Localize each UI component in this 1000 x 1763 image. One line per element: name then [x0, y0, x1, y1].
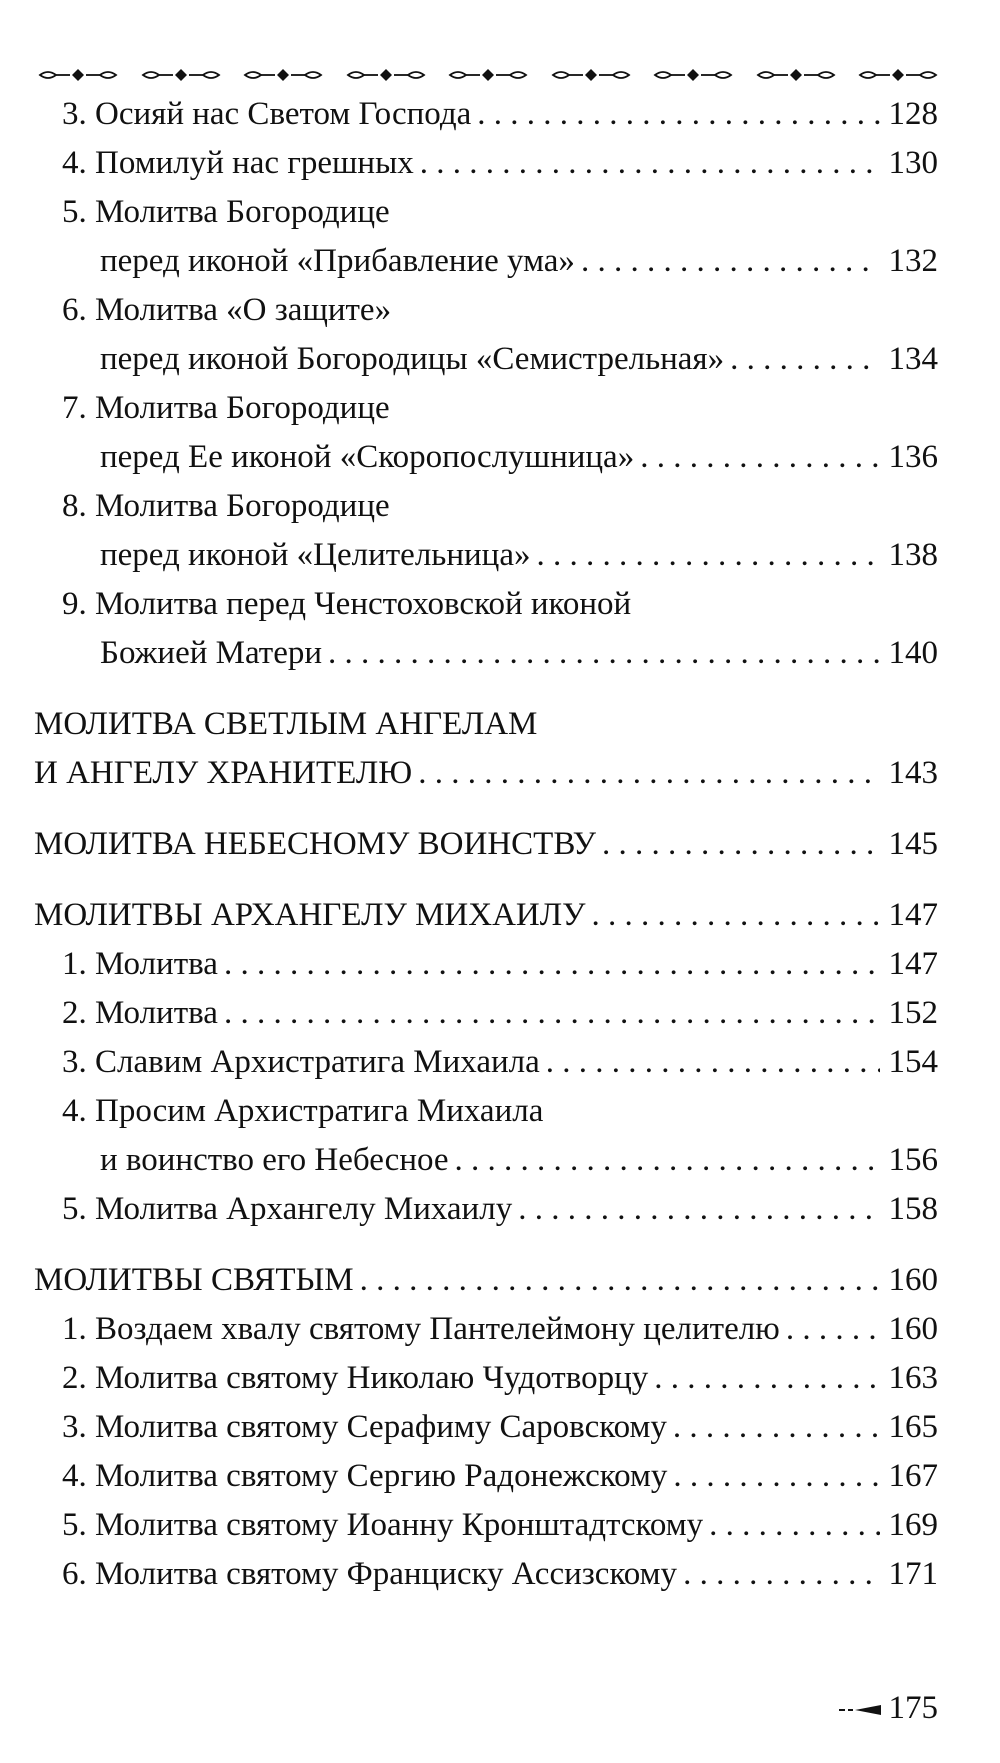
leader-dots — [536, 531, 880, 580]
toc-entry-page: 169 — [888, 1507, 938, 1543]
toc-entry-page: 138 — [888, 537, 938, 573]
toc-entry-page: 147 — [888, 946, 938, 982]
toc-entry-page: 156 — [888, 1142, 938, 1178]
toc-entry-page: 163 — [888, 1360, 938, 1396]
toc-entry[interactable] — [0, 286, 1000, 384]
toc-section-title: МОЛИТВА НЕБЕСНОМУ ВОИНСТВУ — [34, 826, 597, 862]
toc-entry-title: 5. Молитва Архангелу Михаилу — [62, 1191, 513, 1227]
toc-section-saints[interactable] — [0, 1256, 1000, 1305]
leader-dots — [455, 1136, 880, 1185]
toc-entry-title: 9. Молитва перед Ченстоховской иконой — [62, 586, 632, 622]
toc-entry-page: 140 — [888, 635, 938, 671]
toc-entry-subtitle: перед иконой Богородицы «Семистрельная» — [100, 341, 725, 377]
toc-entry-page: 160 — [888, 1311, 938, 1347]
toc-entry-page: 167 — [888, 1458, 938, 1494]
leader-dots — [224, 989, 880, 1038]
toc-entry[interactable] — [0, 1354, 1000, 1403]
toc-entry-page: 136 — [888, 439, 938, 475]
toc-section-title: МОЛИТВА СВЕТЛЫМ АНГЕЛАМ — [34, 706, 538, 742]
ornament-unit-icon — [551, 68, 631, 82]
ornament-divider-icon — [38, 62, 938, 88]
toc-entry-title: 1. Молитва — [62, 946, 218, 982]
toc-entry-title: 6. Молитва святому Франциску Ассизскому — [62, 1556, 678, 1592]
toc-entry-title: 7. Молитва Богородице — [62, 390, 390, 426]
toc-entry[interactable] — [0, 1403, 1000, 1452]
arrow-left-icon — [839, 1690, 883, 1727]
leader-dots — [328, 629, 880, 678]
toc-entry-page: 132 — [888, 243, 938, 279]
toc-entry-page: 158 — [888, 1191, 938, 1227]
leader-dots — [581, 237, 880, 286]
toc-entry-subtitle: и воинство его Небесное — [100, 1142, 449, 1178]
toc-entry-title: 6. Молитва «О защите» — [62, 292, 392, 328]
toc-section-angels[interactable] — [0, 700, 1000, 798]
leader-dots — [592, 891, 881, 940]
leader-dots — [673, 1403, 880, 1452]
toc-entry-title: 2. Молитва — [62, 995, 218, 1031]
leader-dots — [477, 90, 880, 139]
toc-entry-page: 154 — [888, 1044, 938, 1080]
ornament-unit-icon — [346, 68, 426, 82]
leader-dots — [673, 1452, 880, 1501]
toc-entry[interactable] — [0, 139, 1000, 188]
toc-entry-title: 4. Молитва святому Сергию Радонежскому — [62, 1458, 668, 1494]
ornament-unit-icon — [653, 68, 733, 82]
leader-dots — [730, 335, 880, 384]
toc-entry-page: 130 — [888, 145, 938, 181]
toc-section-subtitle: И АНГЕЛУ ХРАНИТЕЛЮ — [34, 755, 413, 791]
toc-entry[interactable] — [0, 1185, 1000, 1234]
ornament-unit-icon — [141, 68, 221, 82]
leader-dots — [709, 1501, 880, 1550]
leader-dots — [518, 1185, 880, 1234]
toc-entry-subtitle: Божией Матери — [100, 635, 323, 671]
toc-entry-title: 5. Молитва святому Иоанну Кронштадтскому — [62, 1507, 704, 1543]
toc-entry-title: 4. Помилуй нас грешных — [62, 145, 414, 181]
leader-dots — [224, 940, 880, 989]
toc-entry-title: 3. Молитва святому Серафиму Саровскому — [62, 1409, 667, 1445]
ornament-unit-icon — [243, 68, 323, 82]
ornament-unit-icon — [448, 68, 528, 82]
toc-entry-subtitle: перед иконой «Прибавление ума» — [100, 243, 575, 279]
leader-dots — [654, 1354, 880, 1403]
toc-section-title: МОЛИТВЫ СВЯТЫМ — [34, 1262, 354, 1298]
toc-entry-subtitle: перед Ее иконой «Скоропослушница» — [100, 439, 635, 475]
toc-entry[interactable] — [0, 1452, 1000, 1501]
table-of-contents — [0, 90, 1000, 1599]
page-number: 175 — [888, 1690, 938, 1726]
toc-entry[interactable] — [0, 1550, 1000, 1599]
toc-entry[interactable] — [0, 482, 1000, 580]
toc-entry-title: 3. Осияй нас Светом Господа — [62, 96, 472, 132]
leader-dots — [786, 1305, 880, 1354]
toc-section-host[interactable] — [0, 820, 1000, 869]
toc-entry[interactable] — [0, 1501, 1000, 1550]
toc-entry-page: 134 — [888, 341, 938, 377]
toc-entry[interactable] — [0, 384, 1000, 482]
toc-entry-page: 152 — [888, 995, 938, 1031]
ornament-unit-icon — [38, 68, 118, 82]
toc-entry[interactable] — [0, 580, 1000, 678]
toc-entry-page: 171 — [888, 1556, 938, 1592]
toc-section-page: 143 — [888, 755, 938, 791]
leader-dots — [418, 749, 880, 798]
toc-entry-title: 8. Молитва Богородице — [62, 488, 390, 524]
toc-entry[interactable] — [0, 188, 1000, 286]
leader-dots — [683, 1550, 880, 1599]
toc-entry-subtitle: перед иконой «Целительница» — [100, 537, 531, 573]
toc-section-page: 147 — [888, 897, 938, 933]
toc-section-page: 160 — [888, 1262, 938, 1298]
toc-section-michael[interactable] — [0, 891, 1000, 940]
toc-section-title: МОЛИТВЫ АРХАНГЕЛУ МИХАИЛУ — [34, 897, 586, 933]
toc-entry[interactable] — [0, 1038, 1000, 1087]
leader-dots — [602, 820, 880, 869]
leader-dots — [360, 1256, 880, 1305]
toc-entry[interactable] — [0, 1087, 1000, 1185]
toc-section-page: 145 — [888, 826, 938, 862]
toc-entry[interactable] — [0, 940, 1000, 989]
toc-entry-title: 1. Воздаем хвалу святому Пантелеймону целителю — [62, 1311, 780, 1347]
toc-entry[interactable] — [0, 989, 1000, 1038]
toc-entry[interactable] — [0, 1305, 1000, 1354]
leader-dots — [640, 433, 880, 482]
leader-dots — [420, 139, 880, 188]
leader-dots — [546, 1038, 880, 1087]
toc-entry-title: 2. Молитва святому Николаю Чудотворцу — [62, 1360, 649, 1396]
toc-entry-title: 5. Молитва Богородице — [62, 194, 390, 230]
toc-entry-page: 165 — [888, 1409, 938, 1445]
ornament-unit-icon — [756, 68, 836, 82]
page-footer — [839, 1690, 939, 1727]
toc-entry-page: 128 — [888, 96, 938, 132]
toc-entry-title: 3. Славим Архистратига Михаила — [62, 1044, 540, 1080]
toc-entry-title: 4. Просим Архистратига Михаила — [62, 1093, 544, 1129]
toc-entry[interactable] — [0, 90, 1000, 139]
ornament-unit-icon — [858, 68, 938, 82]
